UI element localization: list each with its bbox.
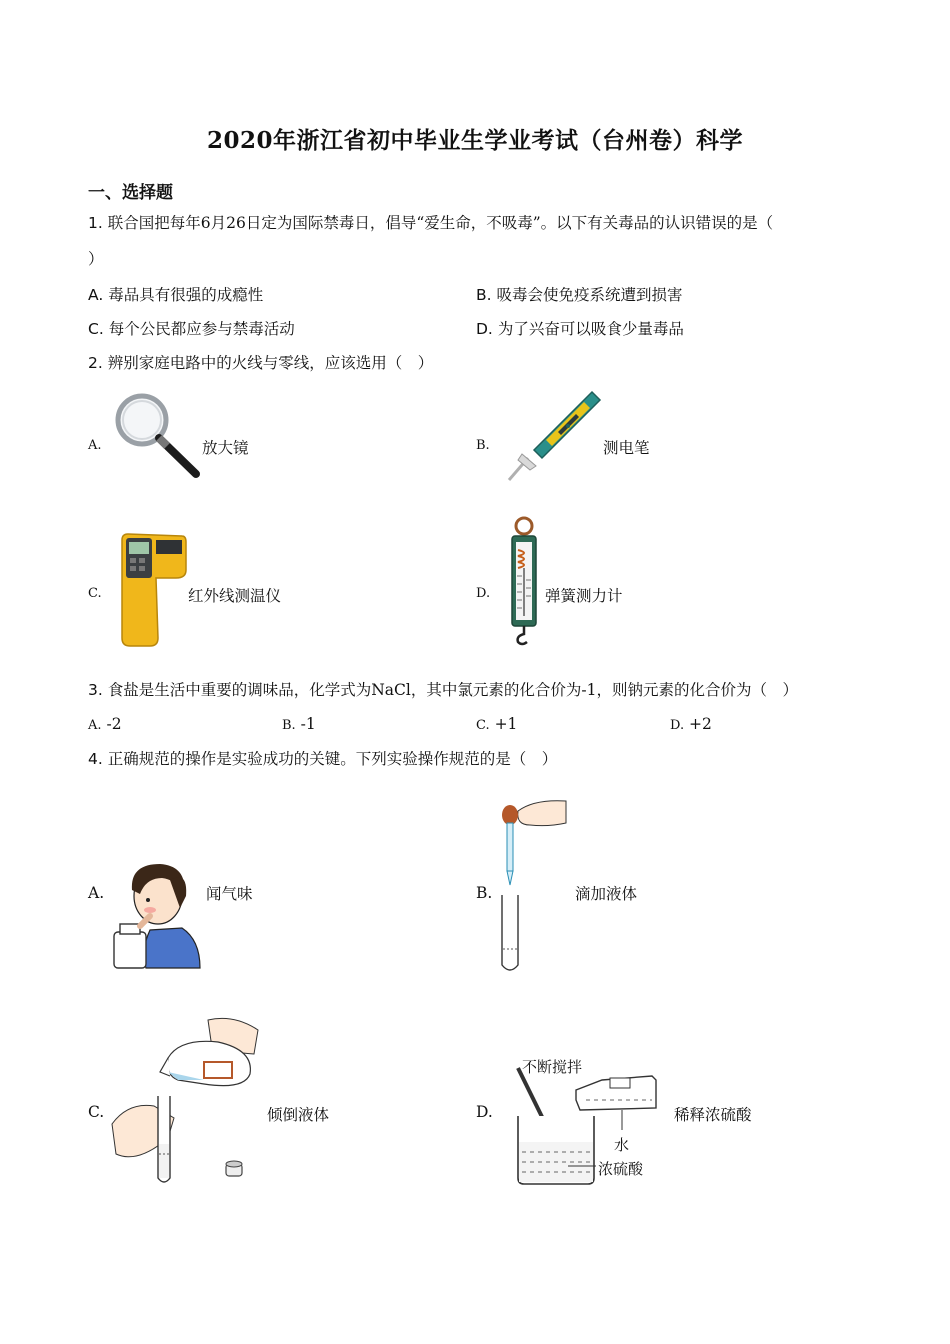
q1-option-d: D. 为了兴奋可以吸食少量毒品 — [476, 320, 684, 338]
question-2-stem — [88, 352, 433, 374]
question-1-stem — [88, 212, 773, 234]
q2-option-a-letter: A. — [88, 438, 102, 453]
q4-option-d-letter: D. — [476, 1103, 493, 1121]
dropper-illustration — [494, 795, 570, 975]
question-number: 1. — [88, 214, 103, 232]
q2-option-b-letter: B. — [476, 438, 490, 453]
question-number: 3. — [88, 681, 103, 699]
q1-option-c: C. 每个公民都应参与禁毒活动 — [88, 320, 295, 338]
q2-option-c-letter: C. — [88, 586, 102, 601]
q4-option-b-letter: B. — [476, 884, 493, 902]
q2-option-d-letter: D. — [476, 586, 491, 601]
q4-option-a-label: 闻气味 — [206, 885, 253, 903]
q3-option-a: A. -2 — [88, 715, 122, 733]
q3-option-b: B. -1 — [282, 715, 316, 733]
q4-option-b-label: 滴加液体 — [575, 885, 638, 903]
q3-option-c: C. +1 — [476, 715, 518, 733]
q2-option-a-label: 放大镜 — [202, 439, 249, 457]
question-4-stem — [88, 748, 557, 770]
q1-option-a: A. 毒品具有很强的成瘾性 — [88, 286, 264, 304]
question-number: 2. — [88, 354, 103, 372]
question-text: 正确规范的操作是实验成功的关键。下列实验操作规范的是（ ） — [107, 750, 558, 768]
test-pencil-icon — [506, 384, 602, 484]
acid-label: 浓硫酸 — [598, 1160, 644, 1178]
question-3-stem — [88, 679, 798, 701]
q4-option-c-label: 倾倒液体 — [267, 1106, 330, 1124]
q4-option-c-letter: C. — [88, 1103, 105, 1121]
question-1-stem-end: ） — [88, 250, 104, 268]
spring-scale-icon — [504, 516, 544, 648]
magnifier-icon — [112, 392, 202, 482]
question-text: 联合国把每年6月26日定为国际禁毒日，倡导“爱生命，不吸毒”。以下有关毒品的认识错误的是（ — [107, 214, 774, 232]
section-heading: 一、选择题 — [88, 183, 173, 203]
stir-label: 不断搅拌 — [522, 1058, 583, 1076]
q4-option-a-letter: A. — [88, 884, 105, 902]
q2-option-b-label: 测电笔 — [603, 439, 650, 457]
pouring-liquid-illustration — [108, 1014, 266, 1190]
question-text: 食盐是生活中重要的调味品，化学式为NaCl，其中氯元素的化合价为-1，则钠元素的化合价为（ ） — [107, 681, 798, 699]
q4-option-d-label: 稀释浓硫酸 — [674, 1106, 752, 1124]
question-number: 4. — [88, 750, 103, 768]
q2-option-c-label: 红外线测温仪 — [188, 587, 282, 605]
page-title: 2020年浙江省初中毕业生学业考试（台州卷）科学 — [206, 127, 743, 154]
water-label: 水 — [614, 1136, 630, 1154]
q1-option-b: B. 吸毒会使免疫系统遭到损害 — [476, 286, 683, 304]
question-text: 辨别家庭电路中的火线与零线，应该选用（ ） — [107, 354, 434, 372]
q2-option-d-label: 弹簧测力计 — [545, 587, 623, 605]
q3-option-d: D. +2 — [670, 715, 712, 733]
infrared-thermometer-icon — [116, 530, 186, 648]
smell-gas-illustration — [110, 860, 202, 972]
